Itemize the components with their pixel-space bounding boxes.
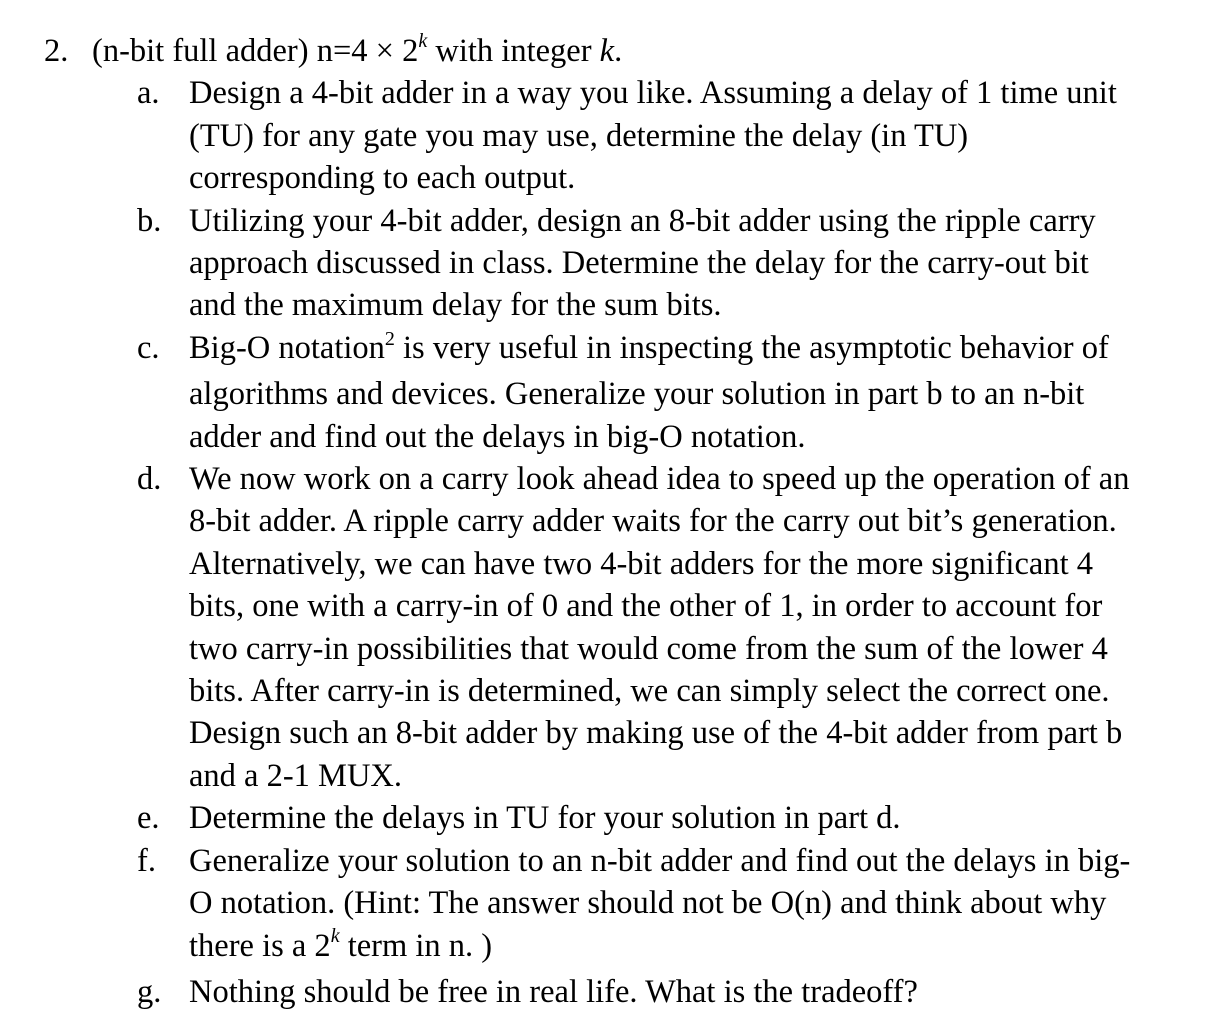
- line: (TU) for any gate you may use, determine the delay (in TU): [189, 117, 969, 154]
- line: Design such an 8-bit adder by making use of the 4-bit adder from part b: [189, 715, 1123, 752]
- subquestion-text: [189, 971, 1207, 1013]
- subquestion-text: [189, 200, 1207, 327]
- line-part: term in n. ): [339, 927, 493, 964]
- problem-number: 2.: [44, 33, 69, 69]
- line: Design a 4-bit adder in a way you like. Assuming a delay of 1 time unit: [189, 75, 1117, 112]
- problem-title: [92, 30, 622, 76]
- subquestion-text: [189, 840, 1207, 971]
- subquestion-b: [0, 200, 1207, 327]
- subquestion-d: [0, 458, 1207, 797]
- exponent: k: [330, 924, 340, 947]
- subquestion-c: [0, 327, 1207, 458]
- subquestion-list: [0, 72, 1224, 1013]
- subquestion-text: [189, 458, 1207, 797]
- subquestion-marker: c.: [137, 329, 160, 366]
- line: Determine the delays in TU for your solution in part d.: [189, 800, 901, 837]
- subquestion-text: [189, 327, 1207, 458]
- line: O notation. (Hint: The answer should not be O(n) and think about why: [189, 885, 1107, 922]
- line: We now work on a carry look ahead idea to speed up the operation of an: [189, 461, 1130, 498]
- problem-header: [0, 30, 1224, 72]
- line: and a 2-1 MUX.: [189, 757, 403, 794]
- line: Alternatively, we can have two 4-bit adders for the more significant 4: [189, 545, 1093, 582]
- subquestion-text: [189, 797, 1207, 839]
- subquestion-marker: f.: [137, 842, 156, 879]
- line: 8-bit adder. A ripple carry adder waits for the carry out bit’s generation.: [189, 503, 1117, 540]
- title-prefix: (n-bit full adder) n=4 × 2: [92, 33, 419, 69]
- subquestion-e: [0, 797, 1207, 839]
- title-end: .: [614, 33, 623, 69]
- line: Generalize your solution to an n-bit adder and find out the delays in big-: [189, 842, 1131, 879]
- line: algorithms and devices. Generalize your solution in part b to an n-bit: [189, 376, 1085, 413]
- subquestion-a: [0, 72, 1207, 199]
- line: [189, 924, 493, 964]
- subquestion-g: [0, 971, 1207, 1013]
- subquestion-marker: d.: [137, 461, 162, 498]
- line-part: there is a 2: [189, 927, 331, 964]
- problem-2: [0, 30, 1224, 1013]
- subquestion-text: [189, 72, 1207, 199]
- line: bits, one with a carry-in of 0 and the other of 1, in order to account for: [189, 588, 1103, 625]
- title-middle: with integer: [427, 33, 600, 69]
- line: bits. After carry-in is determined, we can simply select the correct one.: [189, 673, 1110, 710]
- line-part: is very useful in inspecting the asymptotic behavior of: [394, 329, 1109, 366]
- line: and the maximum delay for the sum bits.: [189, 287, 722, 324]
- line-part: Big-O notation: [189, 329, 385, 366]
- subquestion-marker: b.: [137, 202, 162, 239]
- line: Nothing should be free in real life. What is the tradeoff?: [189, 973, 918, 1010]
- line: adder and find out the delays in big-O notation.: [189, 418, 806, 455]
- footnote-marker: 2: [384, 327, 395, 350]
- subquestion-marker: a.: [137, 75, 160, 112]
- title-variable: k: [599, 33, 615, 69]
- subquestion-marker: e.: [137, 800, 160, 837]
- title-exponent: k: [418, 30, 428, 52]
- subquestion-f: [0, 840, 1207, 971]
- line: approach discussed in class. Determine the delay for the carry-out bit: [189, 245, 1089, 282]
- line: two carry-in possibilities that would come from the sum of the lower 4: [189, 630, 1108, 667]
- line: Utilizing your 4-bit adder, design an 8-bit adder using the ripple carry: [189, 202, 1096, 239]
- line: corresponding to each output.: [189, 160, 576, 197]
- line: [189, 327, 1109, 366]
- subquestion-marker: g.: [137, 973, 162, 1010]
